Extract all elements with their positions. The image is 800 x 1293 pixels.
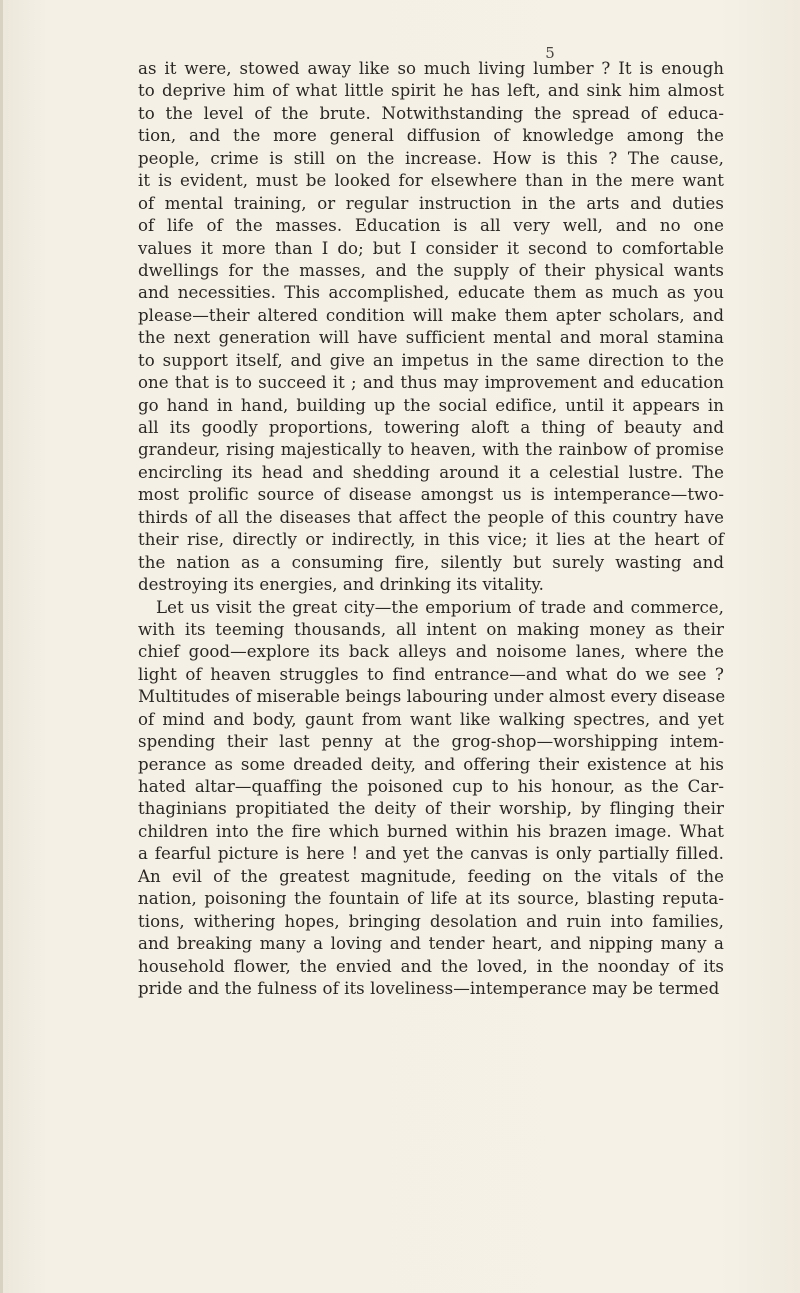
body-text <box>138 58 724 1000</box>
text-line: with its teeming thousands, all intent on making money as their <box>138 619 724 639</box>
text-line: of mental training, or regular instruction in the arts and duties <box>138 193 724 213</box>
text-line: An evil of the greatest magnitude, feeding on the vitals of the <box>138 866 724 886</box>
page-number: 5 <box>545 44 555 62</box>
text-line: please—their altered condition will make them apter scholars, and <box>138 305 724 325</box>
text-line: hated altar—quaffing the poisoned cup to his honour, as the Car- <box>138 777 724 796</box>
text-line: it is evident, must be looked for elsewhere than in the mere want <box>138 171 724 191</box>
text-line: thirds of all the diseases that affect the people of this country have <box>138 507 724 527</box>
text-line: thaginians propitiated the deity of their worship, by flinging their <box>138 799 724 819</box>
text-line: to the level of the brute. Notwithstanding the spread of educa- <box>138 103 724 123</box>
text-line: to deprive him of what little spirit he has left, and sink him almost <box>138 81 724 101</box>
text-line: and breaking many a loving and tender heart, and nipping many a <box>138 934 724 954</box>
paragraph-end-line: destroying its energies, and drinking its vitality. <box>138 575 544 595</box>
text-line: to support itself, and give an impetus in the same direction to the <box>138 350 724 370</box>
text-line: the next generation will have sufficient mental and moral stamina <box>138 328 724 348</box>
text-line: values it more than I do; but I consider it second to comfortable <box>138 238 724 258</box>
text-line: light of heaven struggles to find entrance—and what do we see ? <box>138 664 724 684</box>
paragraph-start-line: Let us visit the great city—the emporium of trade and commerce, <box>156 597 724 617</box>
text-line: Multitudes of miserable beings labouring under almost every disease <box>138 687 726 707</box>
text-line: chief good—explore its back alleys and noisome lanes, where the <box>138 642 724 662</box>
text-line: most prolific source of disease amongst us is intemperance—two- <box>138 485 724 505</box>
text-line: and necessities. This accomplished, educate them as much as you <box>138 283 724 303</box>
text-line: grandeur, rising majestically to heaven, with the rainbow of promise <box>138 440 724 460</box>
text-line: a fearful picture is here ! and yet the canvas is only partially filled. <box>138 844 724 864</box>
text-line: spending their last penny at the grog-shop—worshipping intem- <box>138 732 724 752</box>
text-line: perance as some dreaded deity, and offering their existence at his <box>138 754 724 774</box>
text-line: their rise, directly or indirectly, in this vice; it lies at the heart of <box>138 530 724 550</box>
text-line: tion, and the more general diffusion of knowledge among the <box>138 126 724 146</box>
text-line: household flower, the envied and the loved, in the noonday of its <box>138 956 724 976</box>
text-line: the nation as a consuming fire, silently but surely wasting and <box>138 552 724 572</box>
text-line: as it were, stowed away like so much living lumber ? It is enough <box>138 59 724 78</box>
text-line: of life of the masses. Education is all very well, and no one <box>138 216 724 236</box>
text-line: nation, poisoning the fountain of life at its source, blasting reputa- <box>138 889 724 909</box>
text-line: people, crime is still on the increase. How is this ? The cause, <box>138 148 724 168</box>
text-line: go hand in hand, building up the social edifice, until it appears in <box>138 395 724 415</box>
page-edge-shadow <box>0 0 3 1293</box>
text-line: pride and the fulness of its loveliness—intemperance may be termed <box>138 978 720 998</box>
text-line: encircling its head and shedding around it a celestial lustre. The <box>138 462 724 482</box>
text-line: all its goodly proportions, towering aloft a thing of beauty and <box>138 418 724 437</box>
text-line: tions, withering hopes, bringing desolation and ruin into families, <box>138 911 724 931</box>
text-line: dwellings for the masses, and the supply of their physical wants <box>138 260 724 280</box>
text-line: of mind and body, gaunt from want like walking spectres, and yet <box>138 709 724 729</box>
text-line: one that is to succeed it ; and thus may improvement and education <box>138 373 724 393</box>
text-line: children into the fire which burned within his brazen image. What <box>138 821 724 841</box>
